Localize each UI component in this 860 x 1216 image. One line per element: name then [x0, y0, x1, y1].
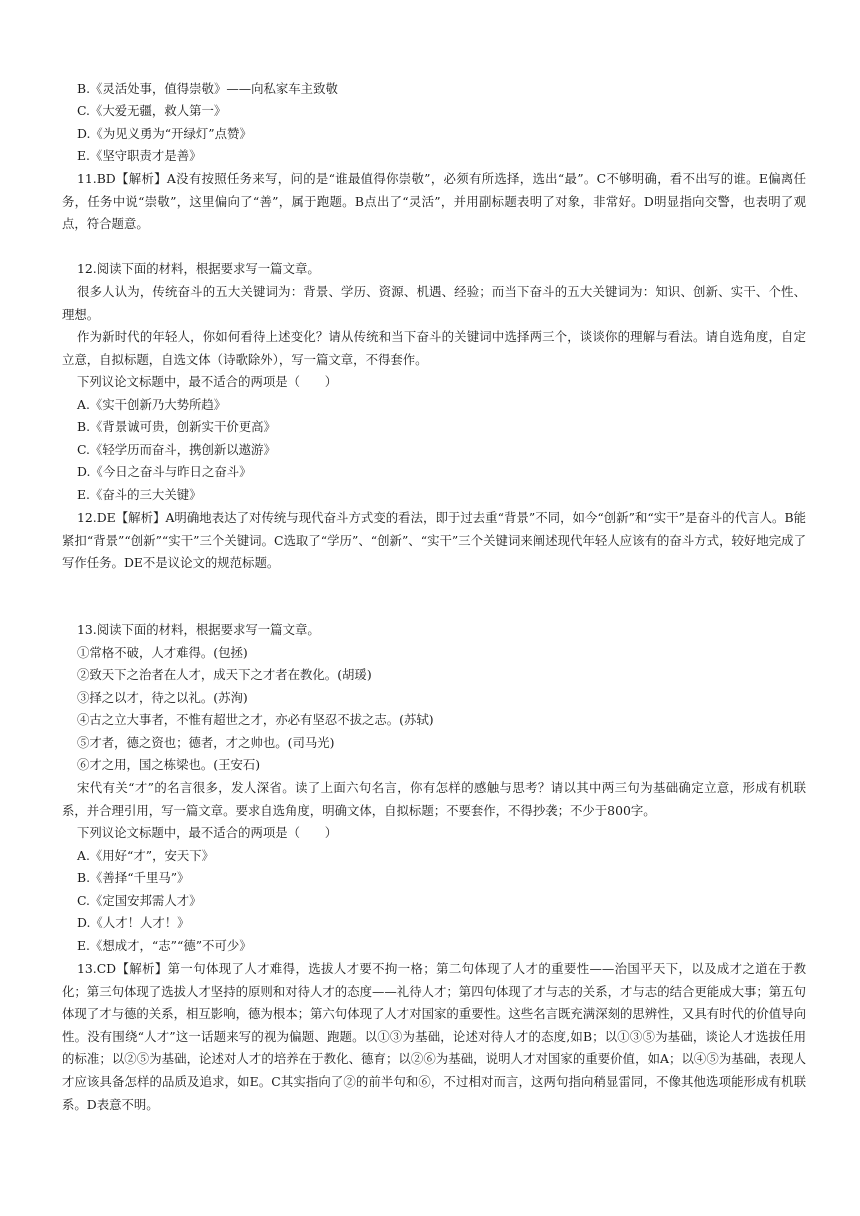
q13-quote-4: ④古之立大事者，不惟有超世之才，亦必有坚忍不拔之志。(苏轼) — [77, 712, 434, 727]
q12-answer: 12.DE【解析】A明确地表达了对传统与现代奋斗方式变的看法，即于过去重“背景”不同，如今“创新”和“实干”是奋斗的代言人。B能紧扣“背景”“创新”“实干”三个关键词。C选取了“学历”、“创新”、“实干”三个关键词来阐述现代年轻人应该有的奋斗方式，较好地完成了写作任务。DE不是议论文的规范标题。 — [62, 510, 806, 571]
q12-option-e: E.《奋斗的三大关键》 — [77, 487, 202, 502]
q13-quote-3: ③择之以才，待之以礼。(苏洵) — [77, 690, 248, 705]
q12-material: 很多人认为，传统奋斗的五大关键词为：背景、学历、资源、机遇、经验；而当下奋斗的五大关键词为：知识、创新、实干、个性、理想。 — [62, 284, 806, 322]
q13-answer: 13.CD【解析】第一句体现了人才难得，选拔人才要不拘一格；第二句体现了人才的重要性——治国平天下，以及成才之道在于教化；第三句体现了选拔人才坚持的原则和对待人才的态度——礼待人才；第四句体现了才与志的关系，才与志的结合更能成大事；第五句体现了才与德的关系，相互影响，德为根本；第六句体现了人才对国家的重要性。这些名言既充满深刻的思辨性，又具有时代的价值导向性。没有围绕“人才”这一话题来写的视为偏题、跑题。以①③为基础，论述对待人才的态度,如B；以①③⑤为基础，谈论人才选拔任用的标准；以②⑤为基础，论述对人才的培养在于教化、德育；以②⑥为基础，说明人才对国家的重要价值，如A；以④⑤为基础，表现人才应该具备怎样的品质及追求，如E。C其实指向了②的前半句和⑥，不过相对而言，这两句指向稍显雷同，不像其他选项能形成有机联系。D表意不明。 — [62, 961, 806, 1112]
q12-option-a: A.《实干创新乃大势所趋》 — [77, 397, 227, 412]
q11-option-b: B.《灵活处事，值得崇敬》——向私家车主致敬 — [77, 81, 338, 96]
q12-option-b: B.《背景诚可贵，创新实干价更高》 — [77, 419, 276, 434]
q11-option-d: D.《为见义勇为“开绿灯”点赞》 — [77, 126, 252, 141]
q13-question: 下列议论文标题中，最不适合的两项是（ ） — [77, 825, 338, 840]
q13-task: 宋代有关“才”的名言很多，发人深省。读了上面六句名言，你有怎样的感触与思考？请以其中两三句为基础确定立意，形成有机联系，并合理引用，写一篇文章。要求自选角度，明确文体，自拟标题；不要套作，不得抄袭；不少于800字。 — [62, 780, 806, 818]
q13-quote-6: ⑥才之用，国之栋梁也。(王安石) — [77, 757, 261, 772]
q13-quote-2: ②致天下之治者在人才，成天下之才者在教化。(胡瑗) — [77, 667, 372, 682]
q12-question: 下列议论文标题中，最不适合的两项是（ ） — [77, 374, 338, 389]
q13-quote-1: ①常格不破，人才难得。(包拯) — [77, 645, 248, 660]
q13-option-c: C.《定国安邦需人才》 — [77, 893, 202, 908]
q11-answer: 11.BD【解析】A没有按照任务来写，问的是“谁最值得你崇敬”，必须有所选择，选出“最”。C不够明确，看不出写的谁。E偏离任务，任务中说“崇敬”，这里偏向了“善”，属于跑题。B点出了“灵活”，并用副标题表明了对象，非常好。D明显指向交警，也表明了观点，符合题意。 — [62, 171, 806, 232]
q11-option-c: C.《大爱无疆，救人第一》 — [77, 103, 227, 118]
q12-option-c: C.《轻学历而奋斗，携创新以遨游》 — [77, 442, 276, 457]
q11-option-e: E.《坚守职责才是善》 — [77, 148, 202, 163]
q12-task: 作为新时代的年轻人，你如何看待上述变化？请从传统和当下奋斗的关键词中选择两三个，谈谈你的理解与看法。请自选角度，自定立意，自拟标题，自选文体（诗歌除外），写一篇文章，不得套作。 — [62, 329, 806, 367]
q13-option-d: D.《人才！人才！》 — [77, 915, 190, 930]
q12-option-d: D.《今日之奋斗与昨日之奋斗》 — [77, 464, 252, 479]
q13-heading: 13.阅读下面的材料，根据要求写一篇文章。 — [77, 622, 320, 637]
q13-option-a: A.《用好“才”，安天下》 — [77, 848, 215, 863]
q13-option-b: B.《善择“千里马”》 — [77, 870, 190, 885]
q13-quote-5: ⑤才者，德之资也；德者，才之帅也。(司马光) — [77, 735, 335, 750]
q12-heading: 12.阅读下面的材料，根据要求写一篇文章。 — [77, 261, 320, 276]
q13-option-e: E.《想成才，“志”“德”不可少》 — [77, 938, 252, 953]
